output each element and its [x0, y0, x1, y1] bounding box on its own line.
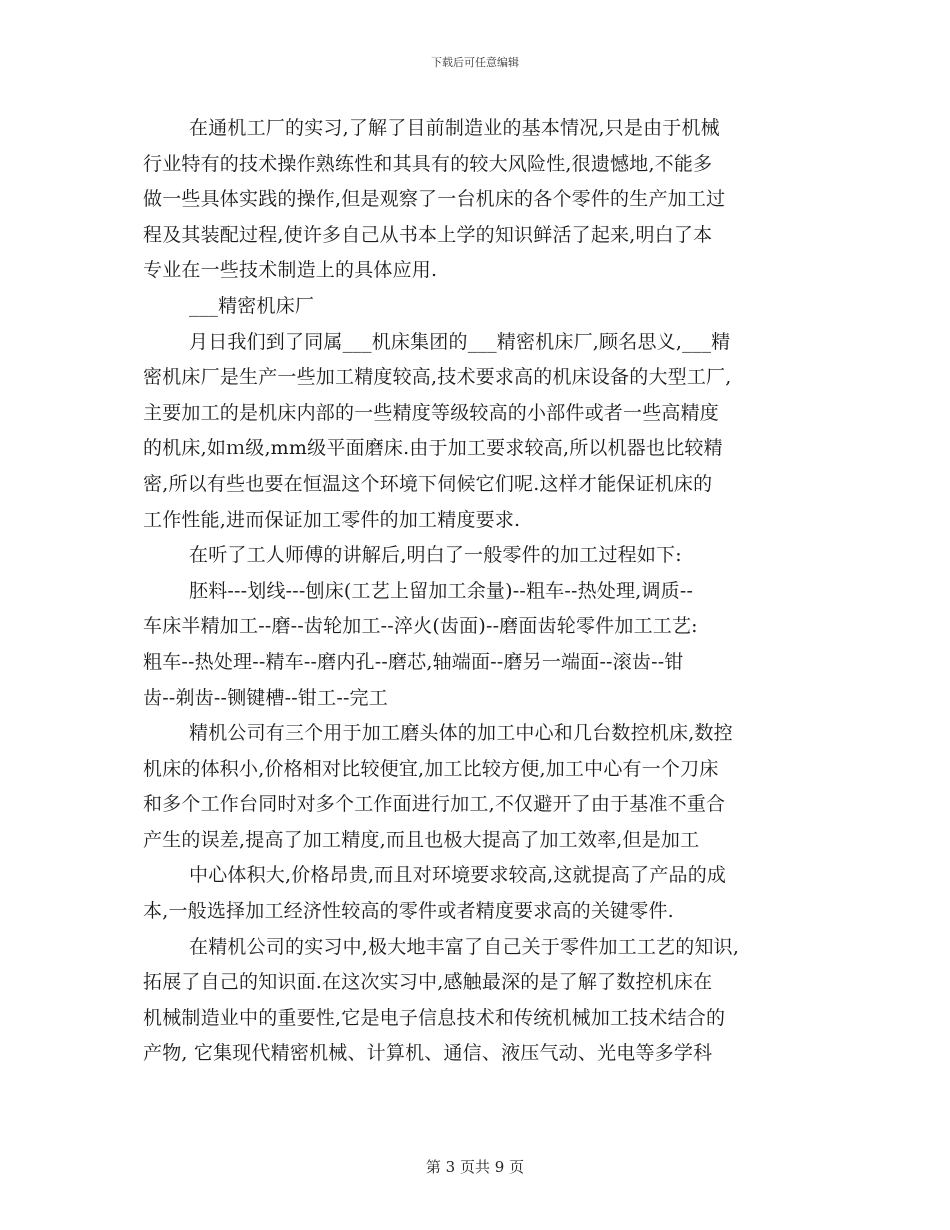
body-line: 在精机公司的实习中,极大地丰富了自己关于零件加工工艺的知识, — [189, 935, 740, 958]
body-line: 密,所以有些也要在恒温这个环境下伺候它们呢.这样才能保证机床的 — [143, 472, 713, 495]
body-line: 齿--剃齿--铡键槽--钳工--完工 — [143, 686, 388, 709]
page-footer: 第 3 页共 9 页 — [425, 1158, 525, 1176]
body-line: 做一些具体实践的操作,但是观察了一台机床的各个零件的生产加工过 — [143, 188, 726, 211]
body-line: 拓展了自己的知识面.在这次实习中,感触最深的是了解了数控机床在 — [143, 971, 713, 994]
body-line: 胚料---划线---刨床(工艺上留加工余量)--粗车--热处理,调质-- — [189, 579, 694, 602]
body-line: 中心体积大,价格昂贵,而且对环境要求较高,这就提高了产品的成 — [189, 864, 727, 887]
body-line: 行业特有的技术操作熟练性和其具有的较大风险性,很遗憾地,不能多 — [143, 152, 713, 175]
body-line: 产生的误差,提高了加工精度,而且也极大提高了加工效率,但是加工 — [143, 828, 700, 851]
body-line: 车床半精加工--磨--齿轮加工--淬火(齿面)--磨面齿轮零件加工工艺: — [143, 615, 698, 638]
body-line: 的机床,如ｍ级,mm级平面磨床.由于加工要求较高,所以机器也比较精 — [143, 437, 723, 460]
body-line: 和多个工作台同时对多个工作面进行加工,不仅避开了由于基准不重合 — [143, 793, 726, 816]
body-line: 专业在一些技术制造上的具体应用. — [143, 259, 438, 282]
body-line: 产物, 它集现代精密机械、计算机、通信、液压气动、光电等多学科 — [143, 1042, 713, 1065]
body-line: 主要加工的是机床内部的一些精度等级较高的小部件或者一些高精度 — [143, 401, 720, 424]
page-header: 下载后可任意编辑 — [431, 56, 519, 69]
body-line: 精机公司有三个用于加工磨头体的加工中心和几台数控机床,数控 — [189, 722, 733, 745]
body-line: 机械制造业中的重要性,它是电子信息技术和传统机械加工技术结合的 — [143, 1006, 726, 1029]
body-line: 程及其装配过程,使许多自己从书本上学的知识鲜活了起来,明白了本 — [143, 223, 713, 246]
body-line: 粗车--热处理--精车--磨内孔--磨芯,轴端面--磨另一端面--滚齿--钳 — [143, 650, 684, 673]
body-line: 在听了工人师傅的讲解后,明白了一般零件的加工过程如下: — [189, 544, 682, 567]
body-line: 本,一般选择加工经济性较高的零件或者精度要求高的关键零件. — [143, 900, 674, 923]
document-body — [143, 111, 823, 1072]
body-line: 月日我们到了同属___机床集团的___精密机床厂,顾名思义,___精 — [189, 330, 731, 353]
body-line: 密机床厂是生产一些加工精度较高,技术要求高的机床设备的大型工厂, — [143, 366, 732, 389]
body-line: ___精密机床厂 — [189, 294, 315, 317]
body-line: 机床的体积小,价格相对比较便宜,加工比较方便,加工中心有一个刀床 — [143, 757, 719, 780]
body-line: 工作性能,进而保证加工零件的加工精度要求. — [143, 508, 521, 531]
body-line: 在通机工厂的实习,了解了目前制造业的基本情况,只是由于机械 — [189, 117, 720, 139]
